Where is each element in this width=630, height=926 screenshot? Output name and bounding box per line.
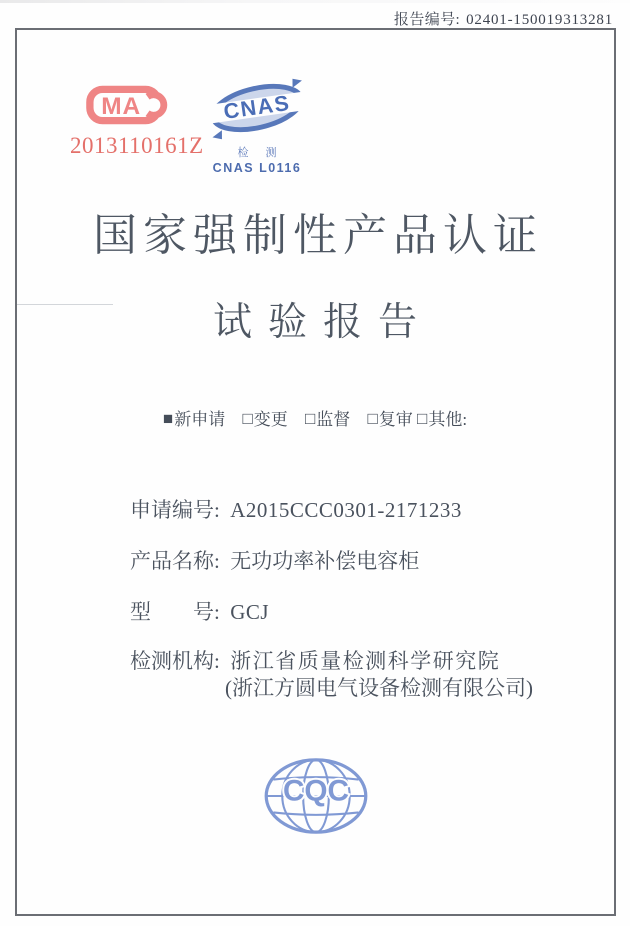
application-type-label: 复审	[378, 410, 413, 429]
cqc-mark	[263, 757, 369, 837]
application-type-label: 变更	[253, 410, 288, 429]
field-value: 浙江省质量检测科学研究院	[230, 649, 501, 673]
scan-streak-artifact	[17, 304, 113, 305]
application-type-label: 新申请	[174, 410, 226, 429]
cqc-logo-icon	[263, 757, 369, 835]
field-value: A2015CCC0301-2171233	[230, 498, 462, 522]
scan-edge-artifact	[0, 0, 630, 3]
cma-mark	[70, 84, 204, 159]
cma-certificate-number: 2013110161Z	[70, 133, 204, 158]
field-label: 检测机构:	[130, 649, 220, 673]
application-type-label: 监督	[316, 410, 351, 429]
application-type-label: 其他:	[428, 410, 468, 429]
field-test-agency	[130, 645, 500, 675]
checkbox-unchecked-icon: □	[304, 409, 316, 428]
field-value: 无功功率补偿电容柜	[230, 549, 420, 573]
application-type-row	[0, 405, 630, 430]
field-model	[130, 596, 269, 626]
application-type-new	[163, 405, 225, 430]
field-test-agency-alt-name: (浙江方圆电气设备检测有限公司)	[225, 676, 533, 700]
checkbox-unchecked-icon: □	[417, 409, 428, 428]
cma-logo-icon	[85, 84, 171, 126]
report-number-value: 02401-150019313281	[466, 12, 613, 28]
field-label: 申请编号:	[130, 498, 220, 522]
cnas-caption-cn: 检 测	[237, 147, 284, 159]
cnas-mark	[206, 78, 308, 175]
cnas-accreditation-code: CNAS L0116	[212, 161, 302, 175]
cnas-logo-letters: CNAS	[221, 89, 292, 124]
cqc-logo-letters: CQC	[282, 774, 350, 808]
application-type-review	[368, 405, 413, 430]
field-product-name	[130, 545, 419, 575]
application-type-other	[417, 405, 467, 430]
report-number	[394, 8, 613, 29]
field-application-number	[130, 494, 462, 524]
field-label: 型 号:	[130, 600, 220, 624]
cma-logo-letters: MA	[101, 92, 142, 120]
cnas-logo-icon	[208, 78, 306, 140]
field-label: 产品名称:	[130, 549, 220, 573]
field-value: GCJ	[230, 600, 270, 624]
report-number-label: 报告编号:	[393, 12, 461, 28]
application-type-change	[242, 405, 287, 430]
application-type-supervision	[305, 405, 350, 430]
report-title-line2: 试验报告	[212, 301, 433, 344]
checkbox-unchecked-icon: □	[367, 409, 378, 428]
checkbox-checked-icon: ■	[162, 409, 174, 428]
checkbox-unchecked-icon: □	[242, 409, 253, 428]
report-title-line1: 国家强制性产品认证	[93, 211, 543, 260]
